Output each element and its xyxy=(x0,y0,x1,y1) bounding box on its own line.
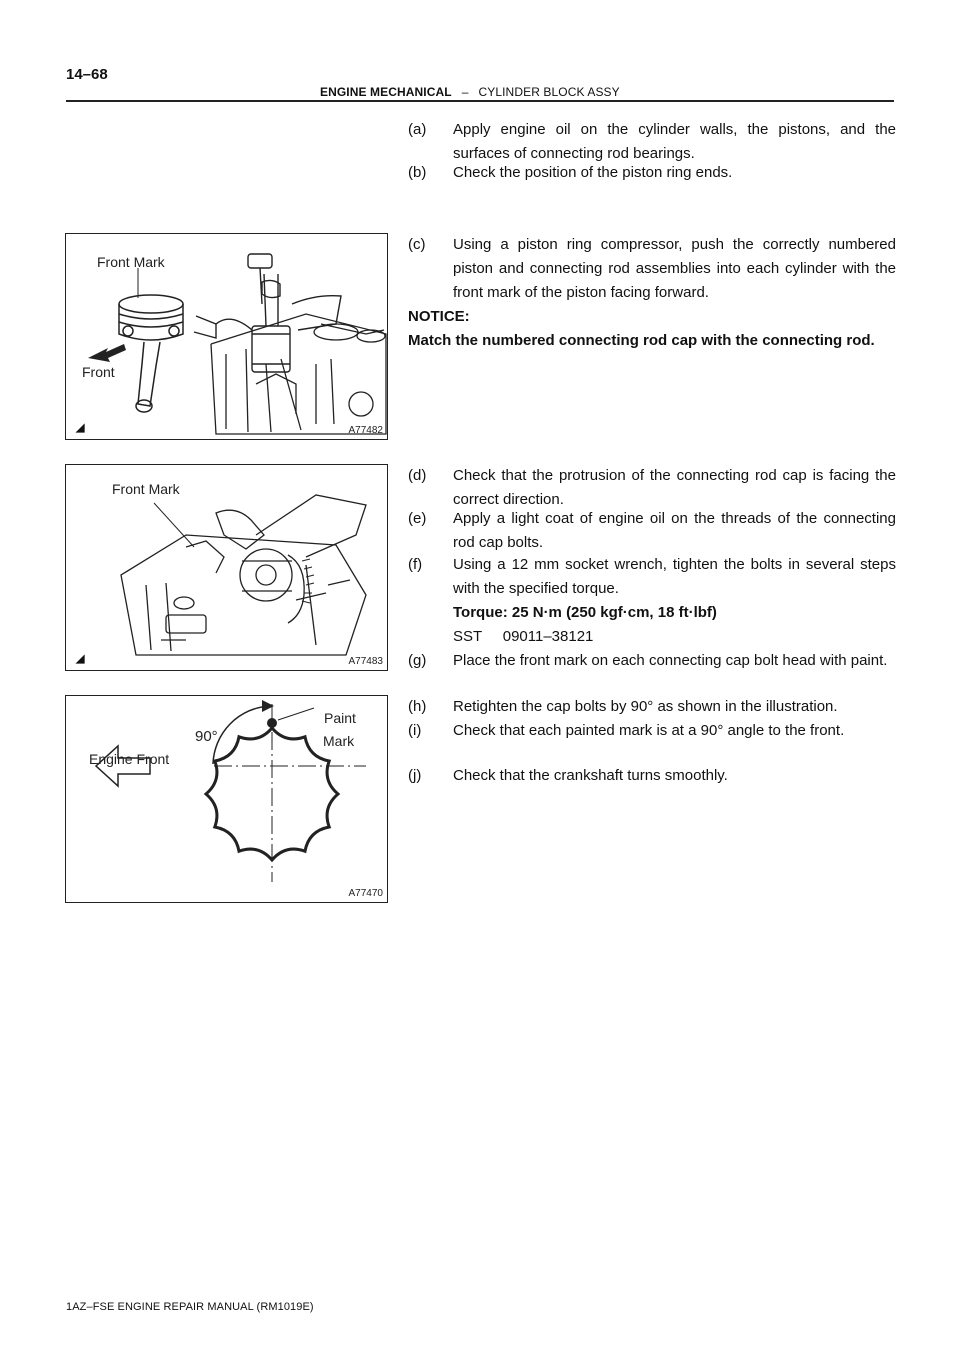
step-a xyxy=(408,118,896,166)
bolt-angle-diagram xyxy=(66,696,388,903)
torque-spec: Torque: 25 N·m (250 kgf·cm, 18 ft·lbf) xyxy=(453,604,717,621)
header-title xyxy=(320,85,620,99)
step-text: Place the front mark on each connecting cap bolt head with paint. xyxy=(453,652,888,669)
header-separator: – xyxy=(461,85,469,99)
step-e xyxy=(408,507,896,555)
step-g xyxy=(408,649,896,673)
step-text: Check that the crankshaft turns smoothly. xyxy=(453,767,728,784)
step-label: (d) xyxy=(408,467,427,484)
step-label: (h) xyxy=(408,698,427,715)
figure-id: A77483 xyxy=(348,656,383,667)
figure-bolt-angle xyxy=(65,695,388,903)
step-text: Retighten the cap bolts by 90° as shown in the illustration. xyxy=(453,698,838,715)
angle-label: 90° xyxy=(195,728,218,745)
figure-id: A77470 xyxy=(348,888,383,899)
step-label: (j) xyxy=(408,767,422,784)
step-label: (f) xyxy=(408,556,423,573)
engine-front-label: Engine Front xyxy=(89,751,170,767)
step-j xyxy=(408,764,896,788)
step-text: Apply engine oil on the cylinder walls, the pistons, and the surfaces of connecting rod bearings. xyxy=(453,121,896,162)
step-label: (e) xyxy=(408,510,427,527)
front-mark-label: Front Mark xyxy=(97,254,165,270)
step-text: Check that each painted mark is at a 90° angle to the front. xyxy=(453,722,845,739)
step-text: Check that the protrusion of the connecting rod cap is facing the correct direction. xyxy=(453,467,896,508)
step-label: (c) xyxy=(408,236,426,253)
step-label: (i) xyxy=(408,722,422,739)
page-number: 14–68 xyxy=(66,66,108,83)
section-title: ENGINE MECHANICAL xyxy=(320,85,452,99)
step-text: Using a 12 mm socket wrench, tighten the bolts in several steps with the specified torque. xyxy=(453,556,896,597)
step-label: (a) xyxy=(408,121,427,138)
front-mark-label-2: Front Mark xyxy=(112,481,180,497)
notice-title: NOTICE: xyxy=(408,308,470,325)
step-d xyxy=(408,464,896,512)
step-text: Using a piston ring compressor, push the correctly numbered piston and connecting rod assemblies into each cylinder with the front mark of the piston facing forward. xyxy=(453,236,896,301)
step-text: Check the position of the piston ring ends. xyxy=(453,164,733,181)
figure-marker-icon: ◢ xyxy=(76,653,85,665)
header-rule xyxy=(66,100,894,102)
paint-label: Paint xyxy=(324,710,356,726)
front-label: Front xyxy=(82,364,115,380)
figure-rod-cap xyxy=(65,464,388,671)
step-text: Apply a light coat of engine oil on the threads of the connecting rod cap bolts. xyxy=(453,510,896,551)
figure-id: A77482 xyxy=(348,425,383,436)
footer: 1AZ–FSE ENGINE REPAIR MANUAL (RM1019E) xyxy=(66,1301,314,1313)
step-i xyxy=(408,719,896,743)
sst-number: SST 09011–38121 xyxy=(453,628,594,645)
step-f xyxy=(408,553,896,649)
step-label: (b) xyxy=(408,164,427,181)
subsection-title: CYLINDER BLOCK ASSY xyxy=(478,85,620,99)
mark-label: Mark xyxy=(323,733,355,749)
step-label: (g) xyxy=(408,652,427,669)
step-b xyxy=(408,161,896,185)
notice xyxy=(408,305,896,353)
step-c xyxy=(408,233,896,305)
notice-text: Match the numbered connecting rod cap with the connecting rod. xyxy=(408,332,875,349)
figure-marker-icon: ◢ xyxy=(76,422,85,434)
step-h xyxy=(408,695,896,719)
figure-piston-insertion xyxy=(65,233,388,440)
